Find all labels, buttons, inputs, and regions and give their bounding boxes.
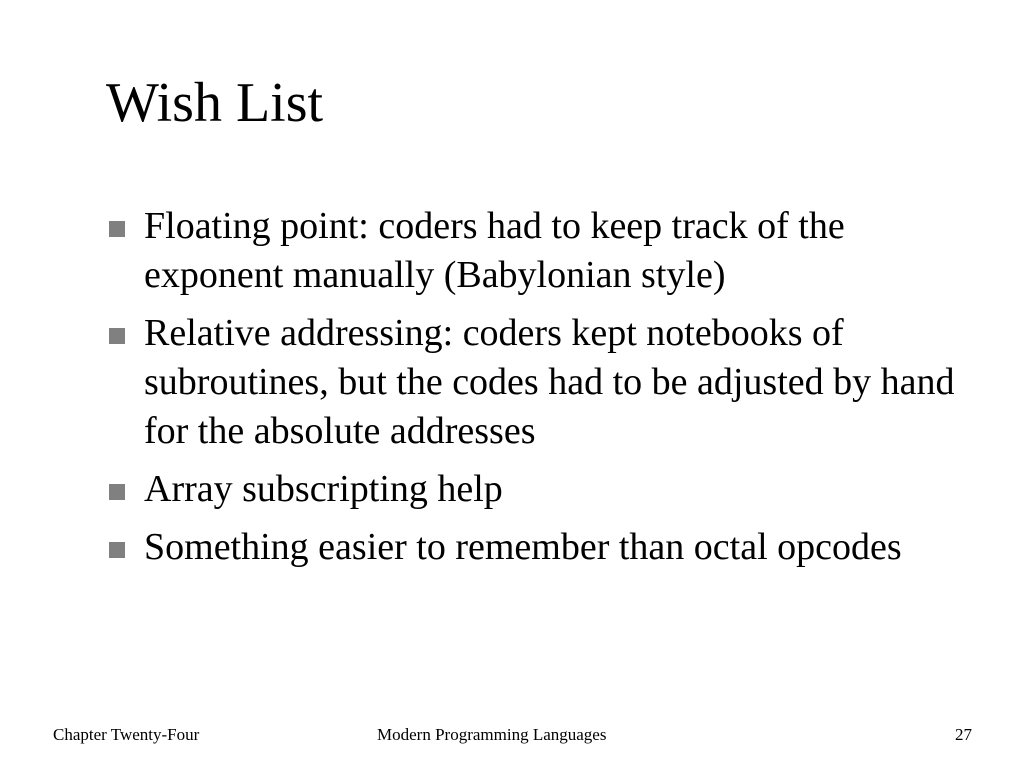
square-bullet-icon bbox=[109, 328, 125, 344]
footer-course-title: Modern Programming Languages bbox=[377, 725, 607, 744]
footer-chapter: Chapter Twenty-Four bbox=[53, 725, 200, 744]
bullet-item-relative-addressing bbox=[106, 309, 956, 456]
bullet-item-array-subscripting bbox=[106, 465, 956, 514]
bullet-text: Something easier to remember than octal opcodes bbox=[144, 526, 902, 568]
square-bullet-icon bbox=[109, 484, 125, 500]
slide-title: Wish List bbox=[106, 72, 324, 134]
bullet-item-octal-opcodes bbox=[106, 523, 956, 572]
bullet-list bbox=[106, 202, 956, 581]
square-bullet-icon bbox=[109, 542, 125, 558]
bullet-text: Floating point: coders had to keep track of the exponent manually (Babylonian style) bbox=[144, 205, 845, 296]
bullet-item-floating-point bbox=[106, 202, 956, 300]
footer-page-number: 27 bbox=[955, 725, 972, 744]
square-bullet-icon bbox=[109, 221, 125, 237]
bullet-text: Relative addressing: coders kept notebooks of subroutines, but the codes had to be adjusted by hand for the absolute addresses bbox=[144, 312, 955, 452]
bullet-text: Array subscripting help bbox=[144, 468, 503, 510]
